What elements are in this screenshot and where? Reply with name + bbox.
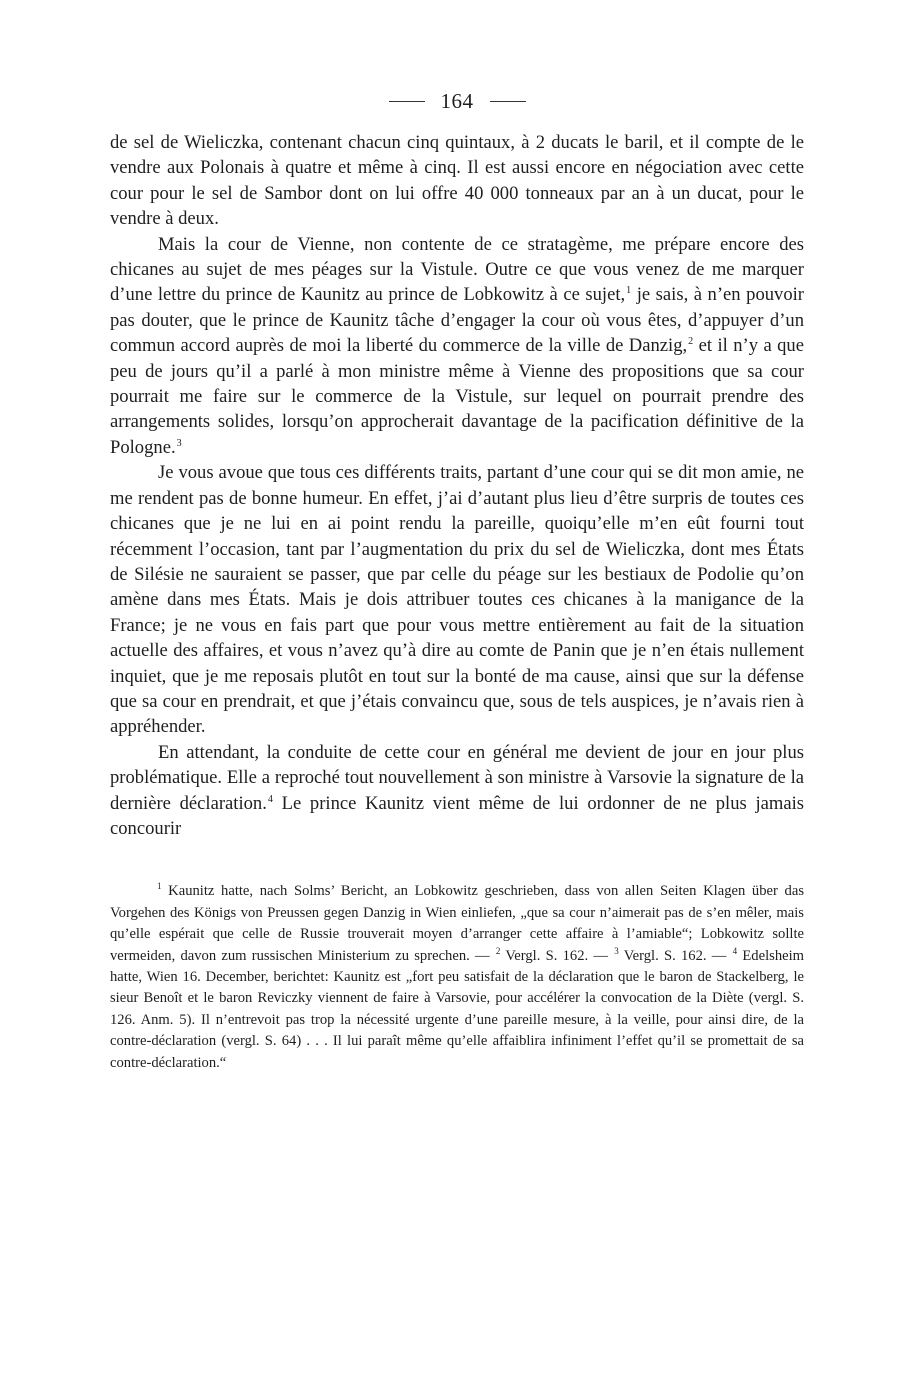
footnote-marker: 2 [688, 336, 694, 348]
paragraph [110, 740, 804, 842]
text-run: Vergl. S. 162. — [500, 947, 614, 964]
page-number: 164 [440, 88, 474, 113]
footnote-marker: 1 [157, 881, 162, 892]
footnote-marker: 1 [626, 285, 632, 297]
text-run: Le prince Kaunitz vient même de lui ordonner de ne plus jamais concourir [110, 792, 805, 839]
text-run: Edelsheim hatte, Wien 16. December, berichtet: Kaunitz est „fort peu satisfait de la déclaration que le baron de Stackelberg, le sieur Benoît et le baron Reviczky viennent de faire à Varsovie, pour accélérer la convocation de la Diète (vergl. S. 126. Anm. 5). Il n’entrevoit pas trop la nécessité urgente d’une pareille mesure, à la veille, pour ainsi dire, de la contre-déclaration (vergl. S. 64) . . . Il lui paraît même qu’elle affaiblira infiniment l’effet qu’il se promettait de sa contre-déclaration.“ [110, 947, 804, 1071]
page-header [110, 86, 804, 116]
text-run: Mais la cour de Vienne, non contente de ce stratagème, me prépare encore des chicanes au sujet de mes péages sur la Vistule. Outre ce que vous venez de me marquer d’une lettre du prince de Kaunitz au prince de Lobkowitz à ce sujet, [110, 233, 804, 306]
text-run: de sel de Wieliczka, contenant chacun cinq quintaux, à 2 ducats le baril, et il compte de le vendre aux Polonais à quatre et même à cinq. Il est aussi encore en négociation avec cette cour pour le sel de Sambor dont on lui offre 40 000 tonneaux par an à un ducat, pour le vendre à deux. [110, 132, 804, 230]
text-run: Je vous avoue que tous ces différents traits, partant d’une cour qui se dit mon amie, ne me rendent pas de bonne humeur. En effet, j’ai d’autant plus lieu d’être surpris de toutes ces chicanes que je ne lui en ai point rendu la pareille, quoiqu’elle m’en eût fourni tout récemment l’occasion, tant par l’augmentation du prix du sel de Wieliczka, dont mes États de Silésie ne sauraient se passer, que par celle du péage sur les bestiaux de Podolie qu’on amène dans mes États. Mais je dois attribuer toutes ces chicanes à la manigance de la France; je ne vous en fais part que pour vous mettre entièrement au fait de la situation actuelle des affaires, et vous n’avez qu’à dire au comte de Panin que je n’en étais nullement inquiet, que je me reposais plutôt en tout sur la bonté de ma cause, ainsi que sur la défense que sa cour en prendrait, et que j’étais convaincu que, sous de tels auspices, je n’avais rien à appréhender. [110, 462, 804, 738]
footnote-marker: 3 [614, 945, 619, 956]
book-page [110, 86, 804, 1074]
footnote-marker: 4 [732, 945, 738, 956]
paragraph [110, 460, 804, 739]
text-run: Kaunitz hatte, nach Solms’ Bericht, an Lobkowitz geschrieben, dass von allen Seiten Klagen über das Vorgehen des Königs von Preussen gegen Danzig in Wien einliefen, „que sa cour n’aimerait pas de s’en mêler, mais qu’elle espérait que celle de Russie trouverait moyen d’arranger cette affaire à l’amiable“; Lobkowitz sollte vermeiden, davon zum russischen Ministerium zu sprechen. — [110, 883, 804, 964]
text-run: Vergl. S. 162. — [618, 947, 732, 964]
paragraph [110, 130, 804, 232]
footnotes [110, 881, 804, 1074]
footnote-marker: 4 [267, 793, 273, 805]
text-run: je sais, à n’en pouvoir pas douter, que le prince de Kaunitz tâche d’engager la cour où vous êtes, d’appuyer d’un commun accord auprès de moi la liberté du commerce de la ville de Danzig, [110, 284, 804, 357]
text-run: En attendant, la conduite de cette cour en général me devient de jour en jour plus problématique. Elle a reproché tout nouvellement à son ministre à Varsovie la signature de la dernière déclaration. [110, 741, 804, 814]
header-rule-left [389, 101, 425, 102]
body-text [110, 130, 804, 841]
text-run: et il n’y a que peu de jours qu’il a parlé à mon ministre même à Vienne des propositions que sa cour pourrait me faire sur le commerce de la Vistule, sur lequel on pourrait prendre des arrangements solides, lorsqu’on approcherait davantage de la pacification définitive de la Pologne. [110, 335, 804, 458]
footnote-marker: 2 [495, 945, 501, 956]
footnote-text [110, 881, 804, 1074]
footnote-marker: 3 [176, 437, 182, 449]
paragraph [110, 232, 804, 461]
header-rule-right [490, 101, 526, 102]
